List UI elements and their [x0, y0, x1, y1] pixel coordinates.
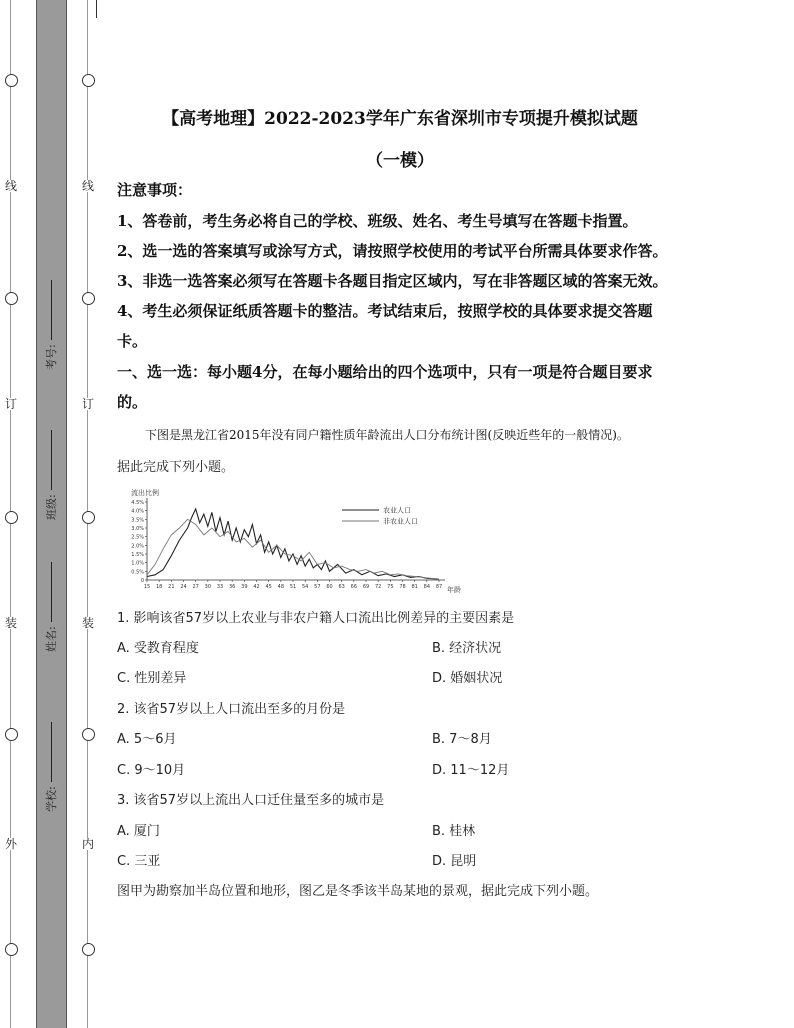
y-tick-label: 1.0%: [131, 560, 144, 567]
note-item: 2、选一选的答案填写或涂写方式，请按照学校使用的考试平台所需具体要求作答。: [117, 242, 668, 260]
margin-char-ding: 订: [5, 397, 18, 411]
note-item: 卡。: [117, 332, 148, 350]
binding-hole: [82, 943, 95, 956]
student-id-field[interactable]: [44, 280, 58, 370]
series-line-nonagricultural: [147, 519, 439, 579]
margin-char-zhuang: 装: [82, 616, 95, 630]
y-tick-label: 4.5%: [131, 500, 144, 506]
option-c[interactable]: C. 三亚: [117, 854, 161, 869]
option-a[interactable]: A. 5～6月: [117, 732, 177, 747]
x-tick-label: 15: [143, 584, 151, 590]
x-tick-label: 78: [399, 584, 406, 590]
y-axis-label: 流出比例: [131, 489, 159, 497]
x-tick-label: 27: [192, 584, 199, 590]
outro-text: 图甲为勘察加半岛位置和地形，图乙是冬季该半岛某地的景观，据此完成下列小题。: [117, 884, 599, 899]
option-d[interactable]: D. 11～12月: [432, 763, 510, 778]
binding-hole: [5, 943, 18, 956]
page-title: 【高考地理】2022-2023学年广东省深圳市专项提升模拟试题: [162, 109, 638, 129]
name-line: [50, 562, 52, 622]
x-tick-label: 48: [277, 584, 285, 590]
y-tick-label: 3.5%: [131, 517, 144, 524]
section-heading-cont: 的。: [117, 393, 148, 411]
x-tick-label: 36: [228, 584, 236, 590]
name-label: 姓名:: [45, 626, 58, 652]
legend-label: 农业人口: [383, 506, 411, 515]
note-item: 3、非选一选答案必须写在答题卡各题目指定区域内，写在非答题区域的答案无效。: [117, 272, 668, 290]
binding-hole: [82, 292, 95, 305]
x-tick-label: 45: [265, 584, 272, 590]
binding-hole: [5, 728, 18, 741]
x-tick-label: 66: [350, 584, 358, 590]
school-label: 学校:: [45, 786, 58, 812]
legend-label: 非农业人口: [383, 517, 418, 526]
student-id-line: [50, 280, 52, 340]
class-label: 班级:: [45, 494, 58, 520]
y-tick-label: 4.0%: [131, 508, 144, 515]
x-tick-label: 33: [216, 584, 224, 590]
binding-hole: [5, 74, 18, 87]
band-left-edge: [36, 0, 37, 1028]
option-d[interactable]: D. 昆明: [432, 854, 477, 869]
x-tick-label: 81: [411, 584, 418, 590]
note-item: 1、答卷前，考生务必将自己的学校、班级、姓名、考生号填写在答题卡指置。: [117, 212, 638, 230]
section-heading: 一、选一选：每小题4分，在每小题给出的四个选项中，只有一项是符合题目要求: [117, 363, 653, 381]
notes-heading: 注意事项：: [117, 181, 193, 199]
intro-text: 下图是黑龙江省2015年没有同户籍性质年龄流出人口分布统计图(反映近些年的一般情况)。: [145, 428, 629, 442]
x-tick-label: 39: [241, 584, 248, 590]
x-tick-label: 54: [301, 584, 309, 590]
y-tick-label: 0: [140, 578, 144, 584]
x-tick-label: 24: [180, 584, 187, 590]
x-tick-label: 42: [253, 584, 260, 590]
x-tick-label: 18: [155, 584, 163, 590]
class-line: [50, 430, 52, 490]
question-stem: 1. 影响该省57岁以上农业与非农户籍人口流出比例差异的主要因素是: [117, 611, 515, 626]
name-field[interactable]: [44, 562, 58, 652]
binding-hole: [82, 728, 95, 741]
x-tick-label: 57: [314, 584, 321, 590]
binding-hole: [5, 292, 18, 305]
option-b[interactable]: B. 桂林: [432, 824, 476, 839]
margin-char-xian: 线: [5, 179, 18, 193]
x-tick-label: 75: [387, 584, 394, 590]
question-stem: 2. 该省57岁以上人口流出至多的月份是: [117, 702, 346, 717]
x-tick-label: 87: [435, 584, 443, 590]
x-tick-label: 30: [204, 584, 212, 590]
band-right-edge: [66, 0, 67, 1028]
x-tick-label: 21: [168, 584, 175, 590]
page-top-tick: [96, 0, 97, 18]
school-field[interactable]: [44, 722, 58, 812]
margin-char-wai: 外: [5, 837, 18, 851]
margin-char-xian: 线: [82, 179, 95, 193]
binding-hole: [5, 511, 18, 524]
option-c[interactable]: C. 性别差异: [117, 671, 187, 686]
binding-hole: [82, 74, 95, 87]
school-line: [50, 722, 52, 782]
intro-text: 据此完成下列小题。: [117, 460, 235, 475]
x-tick-label: 72: [374, 584, 382, 590]
y-tick-label: 1.5%: [131, 552, 144, 558]
option-b[interactable]: B. 经济状况: [432, 641, 502, 656]
margin-char-zhuang: 装: [5, 616, 18, 630]
x-tick-label: 63: [338, 584, 345, 590]
binding-hole: [82, 511, 95, 524]
note-item: 4、考生必须保证纸质答题卡的整洁。考试结束后，按照学校的具体要求提交答题: [117, 302, 653, 320]
student-id-label: 考号:: [45, 344, 58, 370]
y-tick-label: 2.5%: [131, 534, 144, 541]
y-tick-label: 3.0%: [131, 526, 144, 532]
option-d[interactable]: D. 婚姻状况: [432, 671, 503, 686]
y-tick-label: 0.5%: [131, 569, 144, 576]
option-c[interactable]: C. 9～10月: [117, 763, 186, 778]
x-axis-label: 年龄: [447, 586, 461, 594]
x-tick-label: 60: [326, 584, 333, 590]
y-tick-label: 2.0%: [131, 543, 144, 550]
x-tick-label: 84: [423, 584, 431, 590]
option-a[interactable]: A. 受教育程度: [117, 641, 199, 656]
page-subtitle: （一模）: [366, 151, 434, 171]
question-stem: 3. 该省57岁以上流出人口迁住量至多的城市是: [117, 793, 385, 808]
margin-char-ding: 订: [82, 397, 95, 411]
class-field[interactable]: [44, 430, 58, 520]
population-outflow-chart: [117, 486, 462, 596]
option-b[interactable]: B. 7～8月: [432, 732, 492, 747]
x-tick-label: 51: [289, 584, 297, 590]
option-a[interactable]: A. 厦门: [117, 824, 160, 839]
x-tick-label: 69: [362, 584, 370, 590]
margin-char-nei: 内: [82, 837, 95, 851]
